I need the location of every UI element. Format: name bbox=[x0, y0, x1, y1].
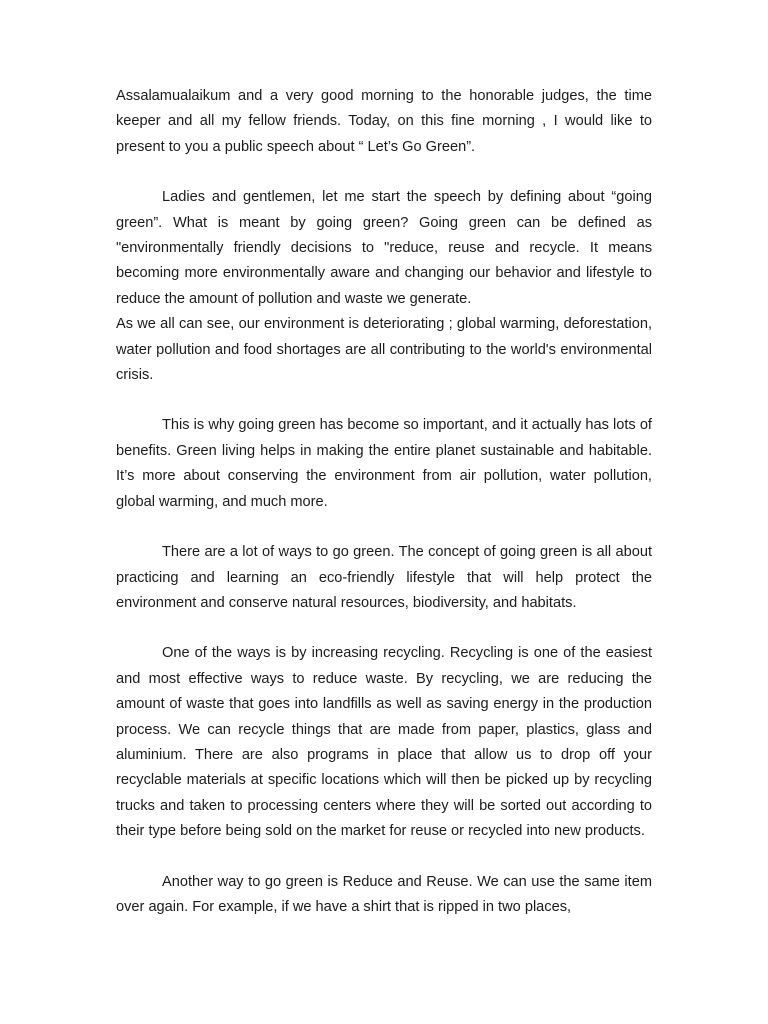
paragraph-spacer bbox=[116, 160, 652, 185]
speech-body bbox=[116, 84, 652, 920]
paragraph-ways: There are a lot of ways to go green. The concept of going green is all about practicing and learning an eco-friendly lifestyle that will help protect the environment and conserve natural resources, biodiversity, and habitats. bbox=[116, 544, 652, 611]
paragraph-spacer bbox=[116, 515, 652, 540]
paragraph-definition: Ladies and gentlemen, let me start the speech by defining about “going green”. What is meant by going green? Going green can be defined as "environmentally friendly decisions to "reduce, reuse and recycle. It means becoming more environmentally aware and changing our behavior and lifestyle to reduce the amount of pollution and waste we generate. bbox=[116, 189, 652, 307]
paragraph-spacer bbox=[116, 388, 652, 413]
paragraph-recycling: One of the ways is by increasing recycling. Recycling is one of the easiest and most effective ways to reduce waste. By recycling, we are reducing the amount of waste that goes into landfills as well as saving energy in the production process. We can recycle things that are made from paper, plastics, glass and aluminium. There are also programs in place that allow us to drop off your recyclable materials at specific locations which will then be picked up by recycling trucks and taken to processing centers where they will be sorted out according to their type before being sold on the market for reuse or recycled into new products. bbox=[116, 645, 652, 840]
paragraph-reduce-reuse: Another way to go green is Reduce and Reuse. We can use the same item over again. For example, if we have a shirt that is ripped in two places, bbox=[116, 873, 652, 915]
paragraph-greeting: Assalamualaikum and a very good morning to the honorable judges, the time keeper and all my fellow friends. Today, on this fine morning , I would like to present to you a public speech about “ Let’s Go Green”. bbox=[116, 88, 652, 155]
paragraph-spacer bbox=[116, 616, 652, 641]
paragraph-deteriorating: As we all can see, our environment is deteriorating ; global warming, deforestation, water pollution and food shortages are all contributing to the world's environmental crisis. bbox=[116, 316, 652, 384]
paragraph-importance: This is why going green has become so important, and it actually has lots of benefits. Green living helps in making the entire planet sustainable and habitable. It’s more about conserving the environment from air pollution, water pollution, global warming, and much more. bbox=[116, 417, 652, 510]
paragraph-spacer bbox=[116, 845, 652, 870]
